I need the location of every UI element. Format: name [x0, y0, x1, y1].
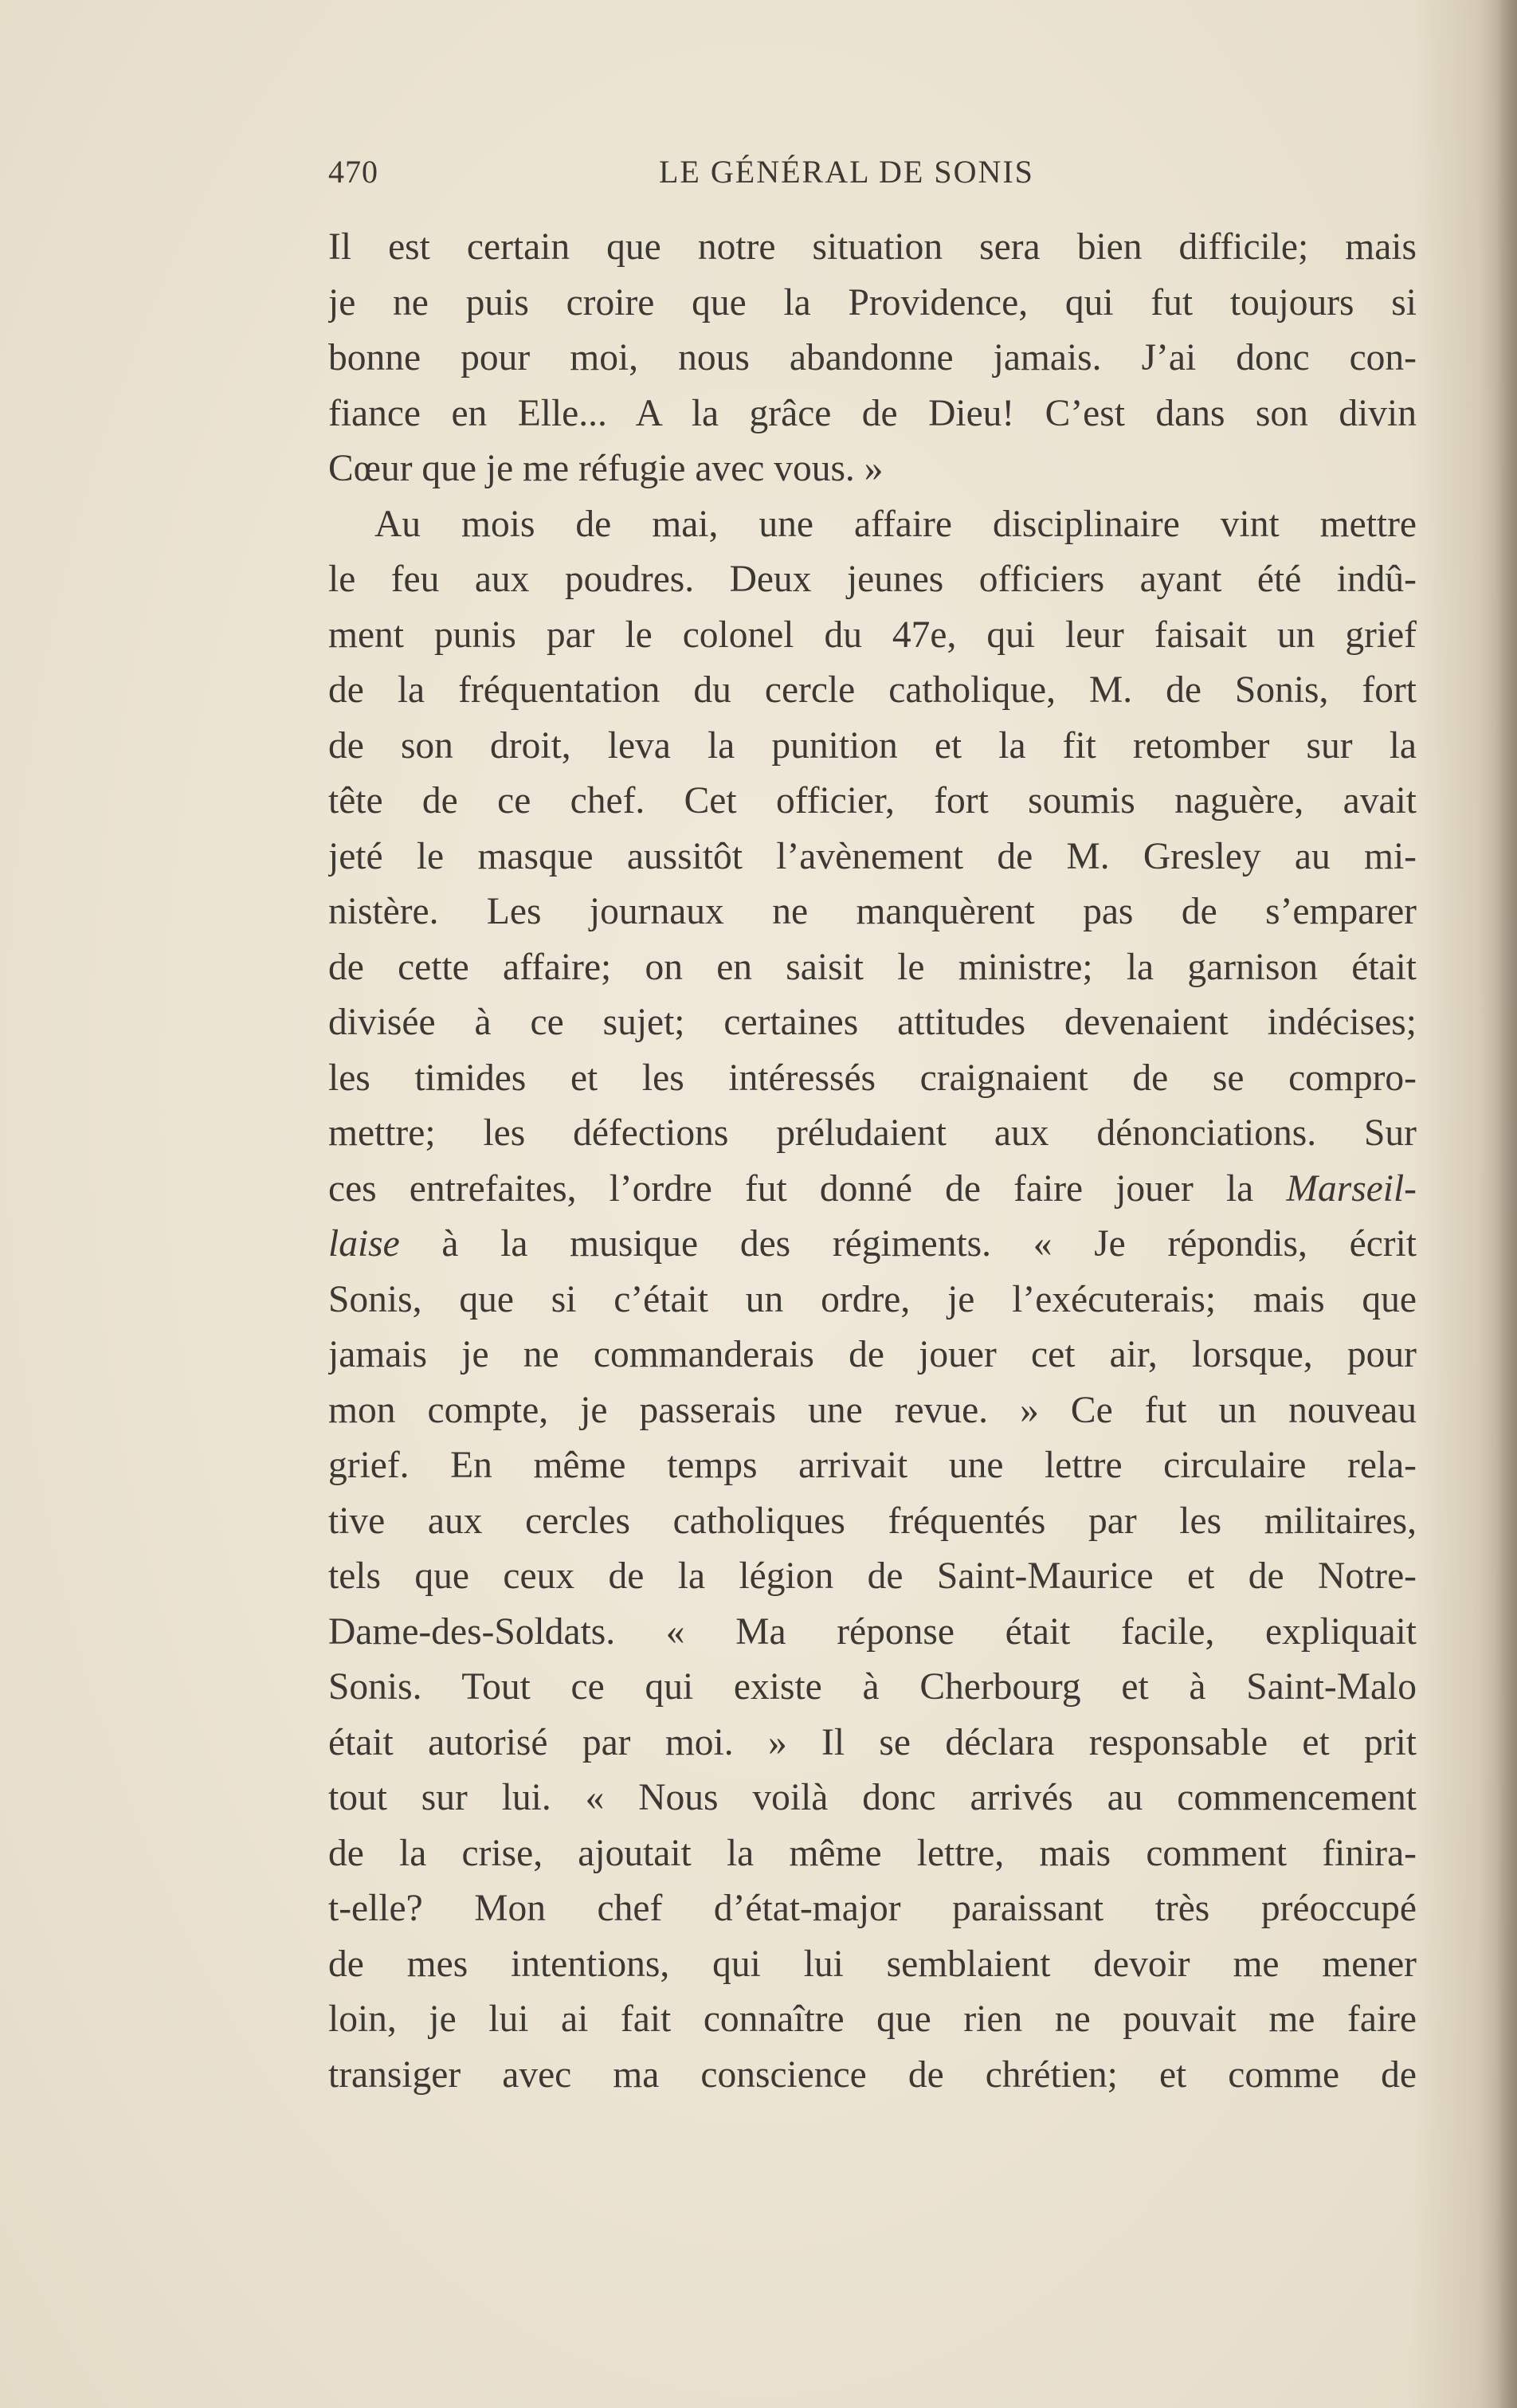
text-line: Il est certain que notre situation sera bien difficile; mais [328, 226, 1417, 268]
italic-title: Marseil- [1286, 1167, 1417, 1210]
text-line: de la fréquentation du cercle catholique, M. de Sonis, fort [328, 669, 1417, 711]
text-line: je ne puis croire que la Providence, qui fut toujours si [328, 281, 1417, 324]
text-line: Sonis, que si c’était un ordre, je l’exécuterais; mais que [328, 1278, 1417, 1320]
text-line: de la crise, ajoutait la même lettre, mais comment finira- [328, 1832, 1417, 1874]
text-line: nistère. Les journaux ne manquèrent pas de s’emparer [328, 891, 1417, 932]
text-line: tive aux cercles catholiques fréquentés par les militaires, [328, 1500, 1417, 1542]
text-line: mon compte, je passerais une revue. » Ce fut un nouveau [328, 1389, 1417, 1431]
running-header [328, 150, 1412, 194]
page-number: 470 [328, 154, 378, 190]
text-line: de cette affaire; on en saisit le ministre; la garnison était [328, 946, 1417, 988]
running-title: LE GÉNÉRAL DE SONIS [659, 154, 1034, 190]
text-line: jeté le masque aussitôt l’avènement de M. Gresley au mi- [328, 835, 1417, 877]
text-segment: à la musique des régiments. « Je répondis, écrit [399, 1223, 1417, 1265]
text-line: tout sur lui. « Nous voilà donc arrivés au commencement [328, 1777, 1417, 1818]
text-line: Cœur que je me réfugie avec vous. » [328, 448, 884, 489]
text-line: fiance en Elle... A la grâce de Dieu! C’est dans son divin [328, 392, 1417, 434]
text-line [328, 1217, 1417, 1273]
text-line: bonne pour moi, nous abandonne jamais. J’ai donc con- [328, 337, 1417, 378]
italic-title: laise [328, 1223, 400, 1265]
text-line: de son droit, leva la punition et la fit retomber sur la [328, 724, 1417, 767]
text-line: loin, je lui ai fait connaître que rien ne pouvait me faire [328, 1998, 1417, 2040]
text-line: Sonis. Tout ce qui existe à Cherbourg et à Saint-Malo [328, 1666, 1417, 1708]
text-line: tête de ce chef. Cet officier, fort soumis naguère, avait [328, 780, 1417, 822]
body-text [328, 220, 1417, 2103]
text-line: Au mois de mai, une affaire disciplinaire vint mettre [374, 503, 1417, 545]
text-line: t-elle? Mon chef d’état-major paraissant très préoccupé [328, 1888, 1417, 1929]
text-line: de mes intentions, qui lui semblaient devoir me mener [328, 1943, 1417, 1985]
text-line: était autorisé par moi. » Il se déclara responsable et prit [328, 1721, 1417, 1763]
text-line: tels que ceux de la légion de Saint-Maurice et de Notre- [328, 1555, 1417, 1597]
text-line: Dame-des-Soldats. « Ma réponse était facile, expliquait [328, 1610, 1417, 1653]
text-segment: ces entrefaites, l’ordre fut donné de faire jouer la [328, 1167, 1287, 1210]
text-line: les timides et les intéressés craignaient de se compro- [328, 1057, 1417, 1099]
text-line: le feu aux poudres. Deux jeunes officiers ayant été indû- [328, 559, 1417, 600]
text-line: mettre; les défections préludaient aux dénonciations. Sur [328, 1112, 1417, 1154]
text-line: transiger avec ma conscience de chrétien; et comme de [328, 2053, 1417, 2096]
page-edge-shadow [1496, 0, 1517, 2408]
text-line: grief. En même temps arrivait une lettre circulaire rela- [328, 1445, 1417, 1486]
text-line: divisée à ce sujet; certaines attitudes devenaient indécises; [328, 1002, 1417, 1043]
text-line: jamais je ne commanderais de jouer cet air, lorsque, pour [328, 1334, 1417, 1375]
text-line [328, 1162, 1417, 1218]
text-line: ment punis par le colonel du 47e, qui leur faisait un grief [328, 614, 1417, 656]
